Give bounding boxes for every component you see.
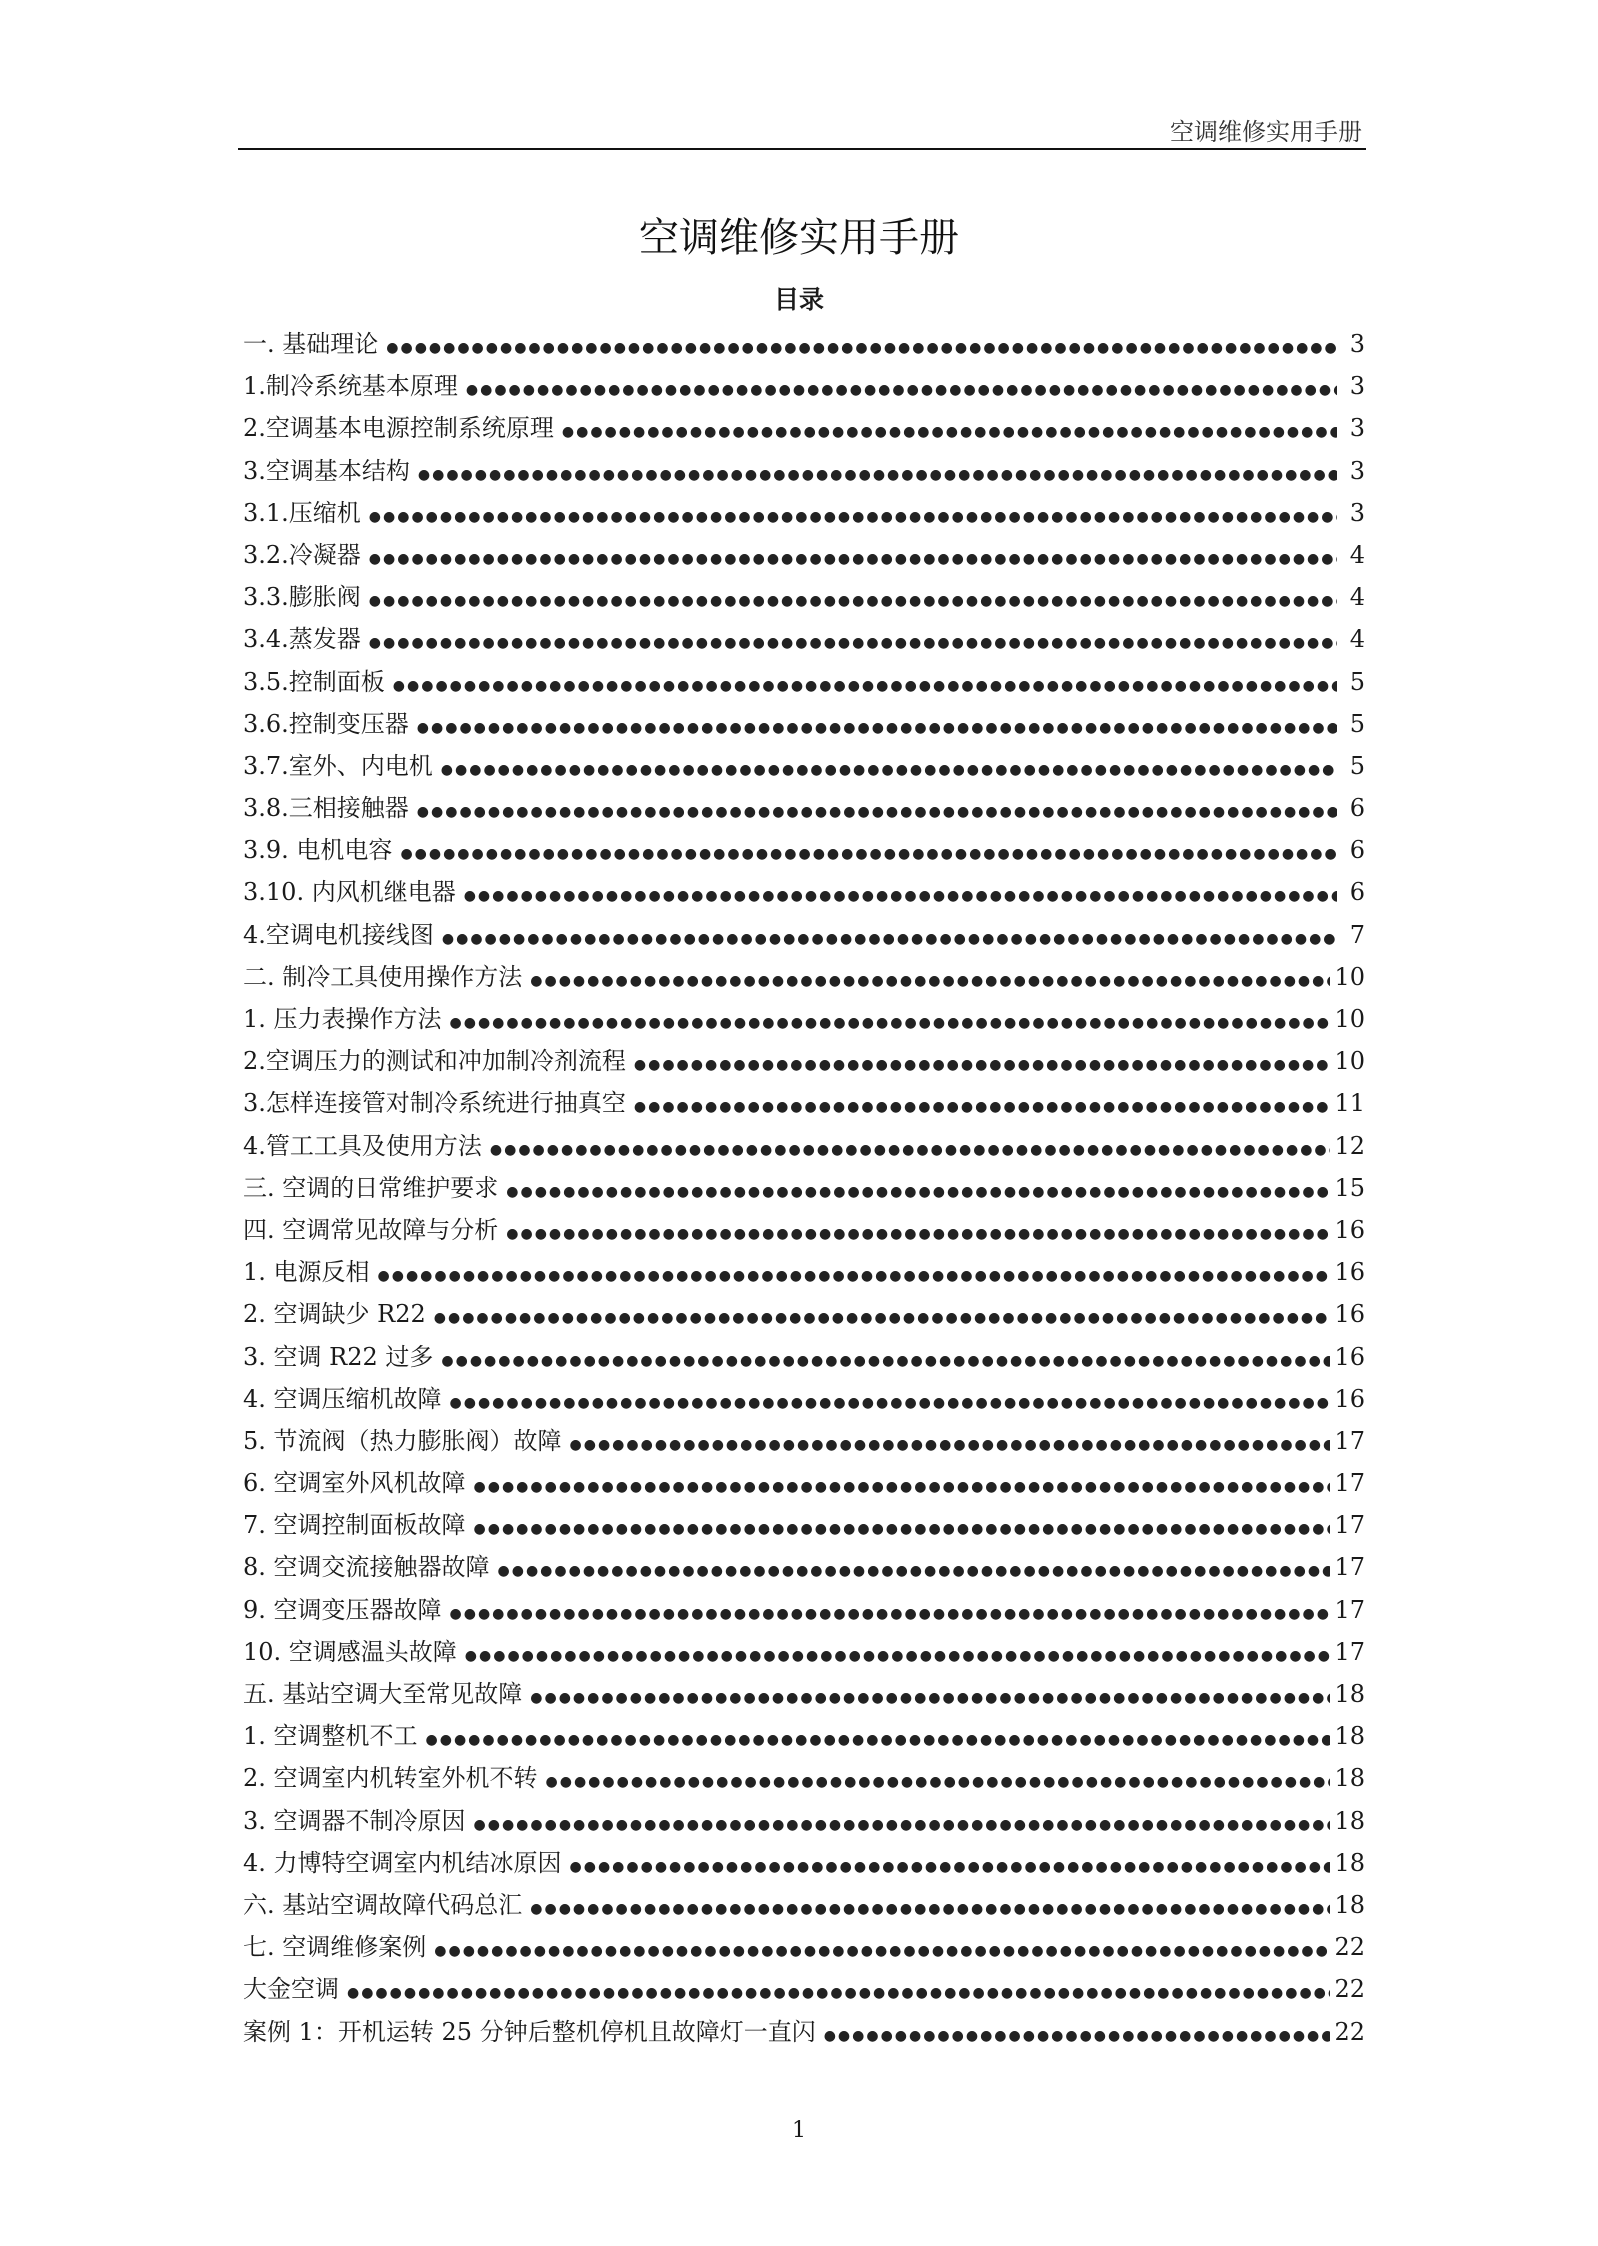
- toc-entry-page: 18: [1334, 1680, 1365, 1708]
- toc-entry-page: 7: [1349, 920, 1365, 949]
- toc-entry-page: 18: [1334, 1848, 1365, 1877]
- toc-entry-page: 12: [1334, 1131, 1365, 1160]
- toc-dot-leader: [450, 1593, 1331, 1635]
- toc-entry-page: 4: [1349, 540, 1365, 569]
- header-rule: [238, 148, 1366, 150]
- toc-entry[interactable]: [243, 1631, 1365, 1673]
- toc-dot-leader: [498, 1550, 1331, 1592]
- toc-dot-leader: [570, 1846, 1331, 1888]
- toc-entry-page: 18: [1334, 1764, 1365, 1793]
- toc-entry-page: 16: [1334, 1258, 1365, 1287]
- toc-dot-leader: [434, 1930, 1330, 1972]
- toc-entry-page: 5: [1349, 751, 1365, 780]
- toc-entry-label: 3.10. 内风机继电器: [243, 878, 456, 907]
- toc-dot-leader: [434, 1297, 1331, 1339]
- toc-entry-label: 2.空调基本电源控制系统原理: [243, 414, 554, 443]
- toc-dot-leader: [530, 960, 1330, 1002]
- toc-entry-page: 18: [1334, 1722, 1365, 1751]
- toc-entry-page: 16: [1334, 1384, 1365, 1413]
- toc-dot-leader: [506, 1171, 1330, 1213]
- toc-entry[interactable]: [243, 1504, 1365, 1546]
- toc-entry[interactable]: [243, 1040, 1365, 1082]
- toc-entry-label: 五. 基站空调大至常见故障: [243, 1680, 523, 1708]
- toc-entry-label: 9. 空调变压器故障: [243, 1595, 442, 1624]
- toc-entry[interactable]: [243, 1420, 1365, 1462]
- toc-entry-label: 七. 空调维修案例: [243, 1933, 427, 1962]
- toc-dot-leader: [562, 411, 1337, 453]
- toc-entry[interactable]: [243, 323, 1365, 365]
- toc-entry[interactable]: [243, 914, 1365, 956]
- toc-entry[interactable]: [243, 1757, 1365, 1799]
- toc-entry-label: 四. 空调常见故障与分析: [243, 1215, 499, 1244]
- toc-dot-leader: [464, 875, 1337, 917]
- toc-entry-label: 10. 空调感温头故障: [243, 1637, 457, 1666]
- toc-entry-page: 10: [1334, 1047, 1365, 1076]
- toc-entry-page: 3: [1349, 456, 1365, 485]
- toc-dot-leader: [442, 918, 1337, 960]
- toc-entry[interactable]: [243, 1968, 1365, 2010]
- toc-dot-leader: [634, 1086, 1331, 1128]
- toc-entry-label: 4. 力博特空调室内机结冰原因: [243, 1848, 562, 1877]
- toc-entry[interactable]: [243, 1800, 1365, 1842]
- toc-entry-page: 17: [1334, 1469, 1365, 1498]
- toc-dot-leader: [570, 1424, 1331, 1466]
- toc-entry-label: 4.空调电机接线图: [243, 920, 434, 949]
- toc-entry-label: 7. 空调控制面板故障: [243, 1511, 466, 1540]
- toc-entry-label: 3.空调基本结构: [243, 456, 410, 485]
- page-number: 1: [792, 2118, 806, 2143]
- toc-dot-leader: [450, 1002, 1331, 1044]
- toc-entry[interactable]: [243, 661, 1365, 703]
- toc-entry-label: 3. 空调 R22 过多: [243, 1342, 434, 1371]
- toc-entry-label: 3.6.控制变压器: [243, 709, 409, 738]
- toc-dot-leader: [369, 622, 1337, 664]
- toc-entry[interactable]: [243, 1336, 1365, 1378]
- toc-entry[interactable]: [243, 1589, 1365, 1631]
- toc-dot-leader: [417, 707, 1337, 749]
- toc-entry-page: 22: [1334, 1975, 1365, 2004]
- toc-entry[interactable]: [243, 1125, 1365, 1167]
- toc-entry[interactable]: [243, 365, 1365, 407]
- toc-entry-label: 2. 空调缺少 R22: [243, 1300, 426, 1329]
- toc-entry[interactable]: [243, 1926, 1365, 1968]
- document-title: 空调维修实用手册: [639, 215, 959, 261]
- toc-entry-page: 15: [1334, 1173, 1365, 1202]
- toc-entry[interactable]: [243, 998, 1365, 1040]
- toc-entry-label: 一. 基础理论: [243, 330, 379, 358]
- running-header: 空调维修实用手册: [1170, 118, 1362, 146]
- toc-entry[interactable]: [243, 1378, 1365, 1420]
- table-of-contents: [243, 323, 1365, 2053]
- toc-entry-page: 4: [1349, 583, 1365, 612]
- toc-dot-leader: [426, 1719, 1331, 1761]
- toc-entry-page: 11: [1334, 1089, 1365, 1118]
- toc-entry[interactable]: [243, 1546, 1365, 1588]
- toc-dot-leader: [530, 1677, 1330, 1719]
- toc-entry-label: 案例 1：开机运转 25 分钟后整机停机且故障灯一直闪: [243, 2017, 816, 2046]
- toc-entry[interactable]: [243, 1884, 1365, 1926]
- toc-dot-leader: [347, 1972, 1330, 2014]
- toc-entry-page: 6: [1349, 794, 1365, 823]
- toc-entry-label: 3.8.三相接触器: [243, 794, 409, 823]
- toc-entry-label: 1. 压力表操作方法: [243, 1005, 442, 1033]
- toc-dot-leader: [546, 1761, 1331, 1803]
- toc-entry-label: 2.空调压力的测试和冲加制冷剂流程: [243, 1047, 626, 1076]
- toc-entry[interactable]: [243, 1293, 1365, 1335]
- toc-entry-page: 16: [1334, 1342, 1365, 1371]
- toc-entry-label: 大金空调: [243, 1975, 339, 2004]
- toc-entry[interactable]: [243, 576, 1365, 618]
- toc-entry-label: 4.管工工具及使用方法: [243, 1131, 482, 1160]
- toc-dot-leader: [466, 369, 1337, 411]
- toc-entry-label: 1. 空调整机不工: [243, 1722, 418, 1751]
- toc-entry-label: 3.2.冷凝器: [243, 540, 361, 569]
- toc-entry[interactable]: [243, 1209, 1365, 1251]
- toc-entry[interactable]: [243, 829, 1365, 871]
- toc-dot-leader: [490, 1129, 1331, 1171]
- toc-entry[interactable]: [243, 618, 1365, 660]
- toc-entry[interactable]: [243, 1082, 1365, 1124]
- toc-dot-leader: [474, 1466, 1331, 1508]
- toc-entry-page: 18: [1334, 1890, 1365, 1919]
- toc-dot-leader: [474, 1804, 1331, 1846]
- toc-dot-leader: [474, 1508, 1331, 1550]
- toc-entry-page: 3: [1349, 372, 1365, 401]
- toc-dot-leader: [378, 1255, 1331, 1297]
- toc-entry-label: 6. 空调室外风机故障: [243, 1469, 466, 1498]
- toc-entry[interactable]: [243, 407, 1365, 449]
- toc-entry-page: 6: [1349, 836, 1365, 865]
- toc-entry-page: 17: [1334, 1637, 1365, 1666]
- toc-entry-label: 3.5.控制面板: [243, 667, 385, 696]
- toc-entry-page: 16: [1334, 1300, 1365, 1329]
- toc-entry[interactable]: [243, 2011, 1365, 2053]
- toc-entry[interactable]: [243, 956, 1365, 998]
- toc-entry-page: 18: [1334, 1806, 1365, 1835]
- toc-entry-label: 3.怎样连接管对制冷系统进行抽真空: [243, 1089, 626, 1118]
- toc-entry-label: 3.1.压缩机: [243, 498, 361, 527]
- toc-dot-leader: [369, 538, 1337, 580]
- toc-dot-leader: [386, 327, 1337, 369]
- toc-entry[interactable]: [243, 1167, 1365, 1209]
- toc-entry[interactable]: [243, 492, 1365, 534]
- toc-entry-page: 5: [1349, 667, 1365, 696]
- toc-dot-leader: [417, 791, 1337, 833]
- toc-dot-leader: [450, 1382, 1331, 1424]
- toc-entry[interactable]: [243, 1251, 1365, 1293]
- toc-entry-page: 3: [1349, 414, 1365, 443]
- toc-entry[interactable]: [243, 787, 1365, 829]
- toc-dot-leader: [393, 665, 1337, 707]
- toc-entry-label: 8. 空调交流接触器故障: [243, 1553, 490, 1582]
- toc-entry-page: 6: [1349, 878, 1365, 907]
- toc-entry-label: 三. 空调的日常维护要求: [243, 1173, 499, 1202]
- toc-dot-leader: [441, 749, 1337, 791]
- toc-entry-page: 17: [1334, 1426, 1365, 1455]
- toc-entry-label: 3.9. 电机电容: [243, 836, 393, 865]
- toc-entry-page: 3: [1349, 498, 1365, 527]
- toc-entry-page: 17: [1334, 1553, 1365, 1582]
- toc-dot-leader: [441, 1340, 1330, 1382]
- toc-entry-label: 3.4.蒸发器: [243, 625, 361, 654]
- toc-entry-label: 3.7.室外、内电机: [243, 751, 433, 780]
- toc-entry[interactable]: [243, 745, 1365, 787]
- toc-entry-label: 六. 基站空调故障代码总汇: [243, 1890, 523, 1919]
- toc-dot-leader: [506, 1213, 1330, 1255]
- toc-dot-leader: [824, 2015, 1331, 2057]
- toc-entry[interactable]: [243, 450, 1365, 492]
- toc-entry-page: 10: [1334, 1005, 1365, 1033]
- toc-entry-page: 22: [1334, 1933, 1365, 1962]
- toc-entry[interactable]: [243, 534, 1365, 576]
- toc-dot-leader: [634, 1044, 1331, 1086]
- toc-entry-page: 17: [1334, 1511, 1365, 1540]
- toc-entry-label: 1. 电源反相: [243, 1258, 370, 1287]
- toc-entry-label: 4. 空调压缩机故障: [243, 1384, 442, 1413]
- toc-entry-label: 二. 制冷工具使用操作方法: [243, 962, 523, 991]
- toc-entry[interactable]: [243, 703, 1365, 745]
- toc-entry-page: 5: [1349, 709, 1365, 738]
- toc-entry[interactable]: [243, 1462, 1365, 1504]
- toc-entry-page: 16: [1334, 1215, 1365, 1244]
- toc-entry-page: 4: [1349, 625, 1365, 654]
- toc-dot-leader: [465, 1635, 1331, 1677]
- toc-entry[interactable]: [243, 871, 1365, 913]
- toc-dot-leader: [418, 454, 1337, 496]
- toc-entry-label: 2. 空调室内机转室外机不转: [243, 1764, 538, 1793]
- toc-entry-page: 17: [1334, 1595, 1365, 1624]
- toc-entry-label: 3. 空调器不制冷原因: [243, 1806, 466, 1835]
- toc-dot-leader: [530, 1888, 1330, 1930]
- toc-entry-page: 10: [1334, 962, 1365, 991]
- toc-entry[interactable]: [243, 1715, 1365, 1757]
- toc-dot-leader: [400, 833, 1337, 875]
- toc-entry-page: 3: [1349, 330, 1365, 358]
- toc-entry-page: 22: [1334, 2017, 1365, 2046]
- toc-entry[interactable]: [243, 1673, 1365, 1715]
- toc-entry-label: 5. 节流阀（热力膨胀阀）故障: [243, 1426, 562, 1455]
- toc-entry[interactable]: [243, 1842, 1365, 1884]
- toc-heading: 目录: [773, 285, 824, 314]
- toc-entry-label: 1.制冷系统基本原理: [243, 372, 458, 401]
- toc-dot-leader: [369, 580, 1337, 622]
- toc-dot-leader: [369, 496, 1337, 538]
- toc-entry-label: 3.3.膨胀阀: [243, 583, 361, 612]
